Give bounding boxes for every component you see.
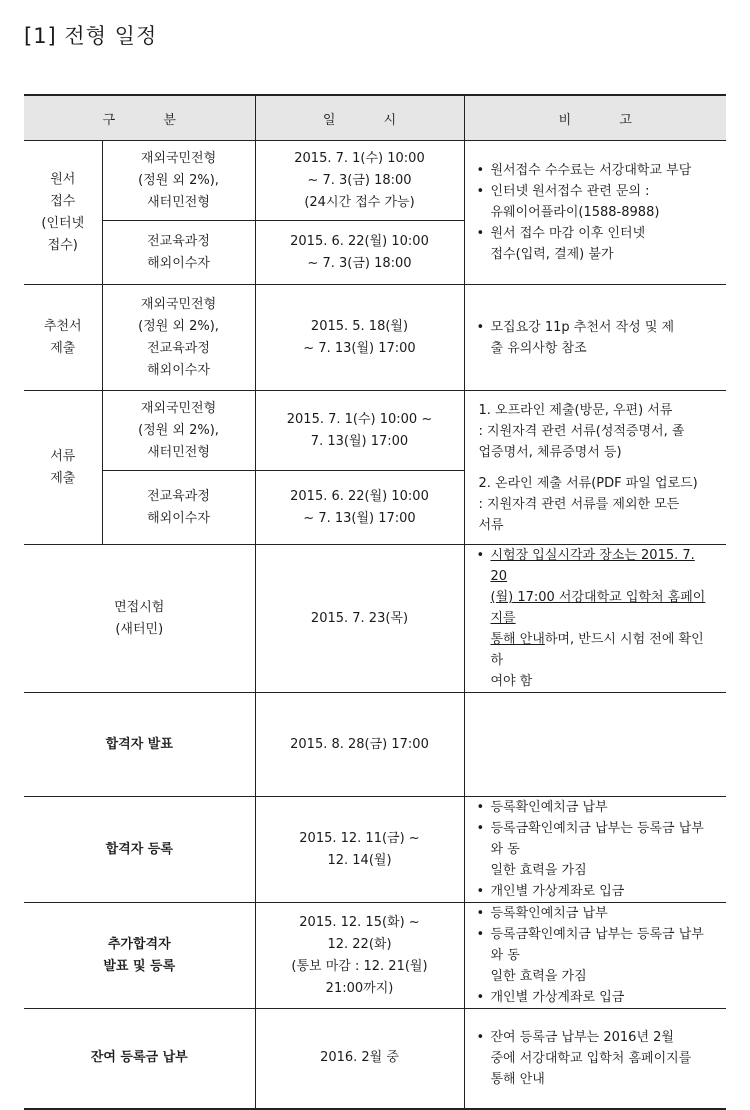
date-cell: 2016. 2월 중 — [255, 1009, 464, 1109]
row-category-recommendation: 추천서 제출 — [24, 285, 102, 391]
table-row — [24, 141, 726, 221]
note-body: : 지원자격 관련 서류를 제외한 모든 서류 — [478, 496, 680, 533]
list-item: • 개인별 가상계좌로 입금 — [477, 987, 713, 1008]
note-title: 2. 온라인 제출 서류(PDF 파일 업로드) — [478, 475, 698, 491]
date-cell: 2015. 12. 15(화) ~ 12. 22(화) (통보 마감 : 12. 21(월) 21:00까지) — [255, 903, 464, 1009]
header-category: 구 분 — [24, 95, 255, 141]
notes-cell — [464, 903, 726, 1009]
date-cell: 2015. 7. 1(수) 10:00 ~ 7. 3(금) 18:00 (24시간 접수 가능) — [255, 141, 464, 221]
sub-label: 전교육과정 해외이수자 — [102, 471, 255, 545]
list-item: • 모집요강 11p 추천서 작성 및 제 출 유의사항 참조 — [477, 317, 713, 359]
notes-list — [465, 317, 727, 359]
notes-list — [465, 160, 727, 265]
table-row — [24, 391, 726, 471]
list-item: • 등록금확인예치금 납부는 등록금 납부와 동 일한 효력을 가짐 — [477, 924, 713, 987]
date-cell: 2015. 6. 22(월) 10:00 ~ 7. 13(월) 17:00 — [255, 471, 464, 545]
date-cell: 2015. 5. 18(월) ~ 7. 13(월) 17:00 — [255, 285, 464, 391]
header-date: 일 시 — [255, 95, 464, 141]
list-item: • 잔여 등록금 납부는 2016년 2월 중에 서강대학교 입학처 홈페이지를 통해 안내 — [477, 1027, 713, 1090]
list-item: • 등록금확인예치금 납부는 등록금 납부와 동 일한 효력을 가짐 — [477, 818, 713, 881]
note-title: 1. 오프라인 제출(방문, 우편) 서류 — [478, 402, 673, 418]
note-rest: 하며, 반드시 시험 전에 확인하 여야 함 — [490, 632, 704, 689]
notes-list — [465, 545, 727, 692]
page-title: [1] 전형 일정 — [24, 24, 158, 48]
notes-list — [465, 1027, 727, 1090]
date-cell: 2015. 12. 11(금) ~ 12. 14(월) — [255, 797, 464, 903]
table-row — [24, 693, 726, 797]
notes-list — [465, 903, 727, 1008]
notes-cell — [464, 285, 726, 391]
table-row — [24, 1009, 726, 1109]
row-category-announce: 합격자 발표 — [24, 693, 255, 797]
list-item: • 원서접수 수수료는 서강대학교 부담 — [477, 160, 713, 181]
notes-list — [465, 797, 727, 902]
sub-label: 재외국민전형 (정원 외 2%), 새터민전형 — [102, 391, 255, 471]
table-header-row — [24, 95, 726, 141]
row-category-documents: 서류 제출 — [24, 391, 102, 545]
table-row — [24, 903, 726, 1009]
notes-cell — [464, 545, 726, 693]
note-body: : 지원자격 관련 서류(성적증명서, 졸 업증명서, 체류증명서 등) — [478, 423, 685, 460]
row-category-remaining: 잔여 등록금 납부 — [24, 1009, 255, 1109]
header-notes: 비 고 — [464, 95, 726, 141]
notes-numbered-list — [465, 400, 727, 536]
row-category-interview: 면접시험 (새터민) — [24, 545, 255, 693]
row-category-additional: 추가합격자 발표 및 등록 — [24, 903, 255, 1009]
table-row — [24, 797, 726, 903]
table-row — [24, 285, 726, 391]
list-item — [477, 545, 713, 692]
date-cell: 2015. 7. 23(목) — [255, 545, 464, 693]
date-cell: 2015. 7. 1(수) 10:00 ~ 7. 13(월) 17:00 — [255, 391, 464, 471]
row-category-application: 원서 접수 (인터넷 접수) — [24, 141, 102, 285]
list-item: • 등록확인예치금 납부 — [477, 797, 713, 818]
date-cell: 2015. 8. 28(금) 17:00 — [255, 693, 464, 797]
notes-cell — [464, 693, 726, 797]
notes-cell — [464, 141, 726, 285]
sub-label: 전교육과정 해외이수자 — [102, 221, 255, 285]
date-cell: 2015. 6. 22(월) 10:00 ~ 7. 3(금) 18:00 — [255, 221, 464, 285]
schedule-table — [24, 94, 726, 1110]
list-item: • 등록확인예치금 납부 — [477, 903, 713, 924]
notes-cell — [464, 797, 726, 903]
row-category-registration: 합격자 등록 — [24, 797, 255, 903]
note-underlined: 시험장 입실시각과 장소는 2015. 7. 20 (월) 17:00 서강대학교 입학처 홈페이지를 통해 안내 — [490, 548, 706, 647]
sub-label: 재외국민전형 (정원 외 2%), 새터민전형 — [102, 141, 255, 221]
table-row — [24, 545, 726, 693]
notes-cell — [464, 1009, 726, 1109]
list-item: • 인터넷 원서접수 관련 문의 : 유웨이어플라이(1588-8988) — [477, 181, 713, 223]
list-item: • 원서 접수 마감 이후 인터넷 접수(입력, 결제) 불가 — [477, 223, 713, 265]
notes-cell — [464, 391, 726, 545]
sub-label: 재외국민전형 (정원 외 2%), 전교육과정 해외이수자 — [102, 285, 255, 391]
list-item: • 개인별 가상계좌로 입금 — [477, 881, 713, 902]
